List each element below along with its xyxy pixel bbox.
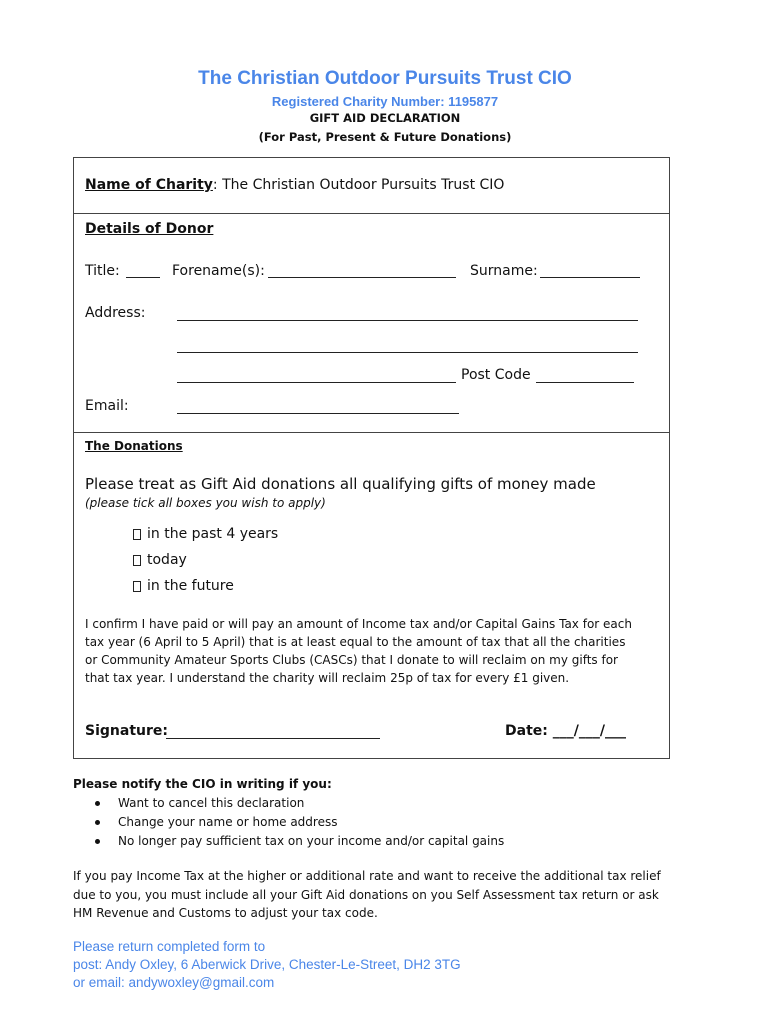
- title-label: Title:: [85, 263, 120, 279]
- option-label: in the future: [147, 578, 234, 594]
- option-label: today: [147, 552, 187, 568]
- list-item-text: Change your name or home address: [118, 815, 338, 829]
- confirm-line: or Community Amateur Sports Clubs (CASCs) that I donate to will reclaim on my gifts for: [85, 653, 618, 667]
- email-field[interactable]: [177, 413, 459, 414]
- list-item: [95, 796, 304, 810]
- address-line-1-field[interactable]: [177, 320, 638, 321]
- declaration-scope: (For Past, Present & Future Donations): [258, 130, 512, 144]
- declaration-heading: GIFT AID DECLARATION: [309, 111, 461, 125]
- paragraph-line: due to you, you must include all your Gift Aid donations on you Self Assessment tax return or ask: [73, 887, 659, 902]
- higher-rate-text: [73, 867, 703, 923]
- address-line-3-field[interactable]: [177, 382, 456, 383]
- gift-aid-intro: Please treat as Gift Aid donations all qualifying gifts of money made: [85, 475, 596, 493]
- option-label: in the past 4 years: [147, 526, 279, 542]
- postcode-field[interactable]: [536, 382, 634, 383]
- address-label: Address:: [85, 305, 146, 321]
- form-title: The Christian Outdoor Pursuits Trust CIO: [198, 68, 572, 89]
- bullet-icon: [95, 801, 100, 806]
- bullet-icon: [95, 839, 100, 844]
- charity-name-label: Name of Charity: [85, 177, 213, 193]
- confirm-line: tax year (6 April to 5 April) that is at least equal to the amount of tax that all the charities: [85, 635, 626, 649]
- past-4-years-checkbox[interactable]: [133, 529, 141, 540]
- bullet-icon: [95, 820, 100, 825]
- surname-field[interactable]: [540, 277, 640, 278]
- forename-label: Forename(s):: [172, 263, 265, 279]
- title-field[interactable]: [126, 277, 160, 278]
- today-checkbox[interactable]: [133, 555, 141, 566]
- postcode-label: Post Code: [461, 367, 531, 383]
- paragraph-line: HM Revenue and Customs to adjust your tax code.: [73, 906, 378, 920]
- paragraph-line: If you pay Income Tax at the higher or additional rate and want to receive the additional tax relief: [73, 869, 661, 883]
- forename-field[interactable]: [268, 277, 456, 278]
- list-item: [95, 834, 504, 848]
- return-email[interactable]: or email: andywoxley@gmail.com: [73, 975, 275, 990]
- address-line-2-field[interactable]: [177, 352, 638, 353]
- notify-heading: Please notify the CIO in writing if you:: [73, 777, 332, 791]
- date-field[interactable]: Date: ___/___/___: [505, 723, 626, 739]
- confirm-line: I confirm I have paid or will pay an amount of Income tax and/or Capital Gains Tax for each: [85, 617, 632, 631]
- tax-confirmation-text: [85, 615, 665, 687]
- signature-field[interactable]: [166, 738, 380, 739]
- signature-label: Signature:: [85, 723, 168, 739]
- donor-details-heading: Details of Donor: [85, 221, 214, 237]
- charity-name-row: [85, 177, 504, 193]
- list-item-text: Want to cancel this declaration: [118, 796, 305, 810]
- charity-name-value: : The Christian Outdoor Pursuits Trust CIO: [212, 177, 505, 193]
- return-postal-address: post: Andy Oxley, 6 Aberwick Drive, Chester-Le-Street, DH2 3TG: [73, 957, 461, 972]
- divider: [73, 213, 670, 214]
- charity-number: Registered Charity Number: 1195877: [271, 94, 499, 109]
- divider: [73, 432, 670, 433]
- surname-label: Surname:: [470, 263, 538, 279]
- confirm-line: that tax year. I understand the charity will reclaim 25p of tax for every £1 given.: [85, 671, 570, 685]
- return-instructions: Please return completed form to: [73, 939, 266, 954]
- future-checkbox[interactable]: [133, 581, 141, 592]
- email-label: Email:: [85, 398, 129, 414]
- tick-hint: (please tick all boxes you wish to apply): [85, 496, 326, 510]
- list-item-text: No longer pay sufficient tax on your income and/or capital gains: [118, 834, 505, 848]
- list-item: [95, 815, 337, 829]
- donations-heading: The Donations: [85, 439, 183, 453]
